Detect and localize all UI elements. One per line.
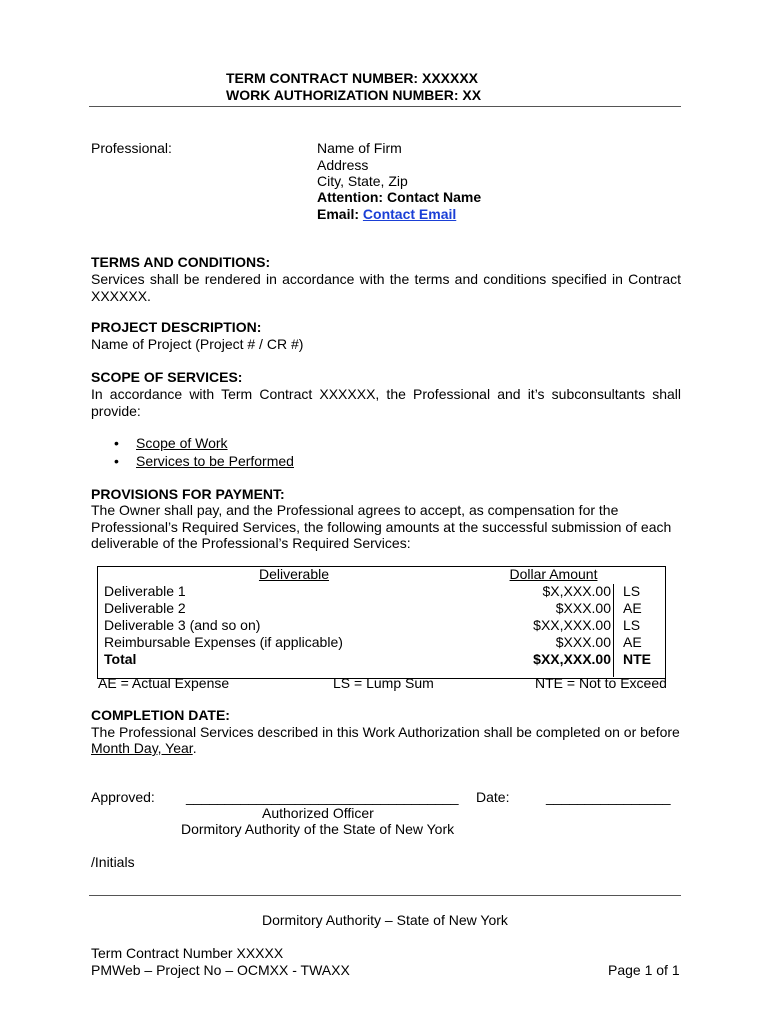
scope-item: Services to be Performed xyxy=(136,453,294,469)
table-row xyxy=(98,634,665,651)
initials: /Initials xyxy=(91,854,135,870)
payment-body-line: deliverable of the Professional’s Required Services: xyxy=(91,535,411,551)
completion-period: . xyxy=(192,740,197,756)
email-label: Email: xyxy=(317,206,360,222)
total-type: NTE xyxy=(623,651,651,667)
type-cell: LS xyxy=(623,617,641,633)
date-label: Date: xyxy=(476,789,510,805)
table-header-row xyxy=(98,566,665,583)
firm-city-state-zip: City, State, Zip xyxy=(317,173,408,189)
deliverable-cell: Deliverable 2 xyxy=(104,600,186,616)
date-signature-line: ________________ xyxy=(546,789,671,805)
completion-body: The Professional Services described in this Work Authorization shall be completed on or before xyxy=(91,724,680,740)
professional-label: Professional: xyxy=(91,140,172,156)
amount-cell: $XXX.00 xyxy=(555,600,611,616)
header-contract-number: TERM CONTRACT NUMBER: XXXXXX xyxy=(226,70,479,86)
attention-contact: Attention: Contact Name xyxy=(317,189,482,205)
approved-signature-line: ___________________________________ xyxy=(186,789,459,805)
type-cell: AE xyxy=(623,600,642,616)
amount-cell: $X,XXX.00 xyxy=(542,583,611,599)
table-row xyxy=(98,617,665,634)
scope-item: Scope of Work xyxy=(136,435,228,451)
total-amount: $XX,XXX.00 xyxy=(533,651,611,667)
legend-actual-expense: AE = Actual Expense xyxy=(98,675,230,691)
amount-cell: $XXX.00 xyxy=(555,634,611,650)
bullet-icon: • xyxy=(114,435,119,451)
project-body: Name of Project (Project # / CR #) xyxy=(91,336,304,352)
authority-name: Dormitory Authority of the State of New York xyxy=(181,821,455,837)
deliverable-column-header: Deliverable xyxy=(258,566,330,582)
approved-label: Approved: xyxy=(91,789,155,805)
footer-organization: Dormitory Authority – State of New York xyxy=(262,912,508,928)
deliverable-cell: Deliverable 1 xyxy=(104,583,186,599)
terms-heading: TERMS AND CONDITIONS: xyxy=(91,254,271,270)
email-row xyxy=(317,206,456,223)
type-cell: LS xyxy=(623,583,641,599)
scope-heading: SCOPE OF SERVICES: xyxy=(91,369,243,385)
amount-column-header: Dollar Amount xyxy=(509,566,598,582)
table-row xyxy=(98,600,665,617)
footer-project-number: PMWeb – Project No – OCMXX - TWAXX xyxy=(91,962,350,978)
terms-body: Services shall be rendered in accordance with the terms and conditions specified in Contract XXXXXX. xyxy=(91,271,681,304)
scope-body: In accordance with Term Contract XXXXXX, the Professional and it’s subconsultants shall provide: xyxy=(91,386,681,419)
page-number: Page 1 of 1 xyxy=(608,962,680,978)
contact-email-link[interactable]: Contact Email xyxy=(362,206,457,222)
authorized-officer: Authorized Officer xyxy=(262,805,374,821)
deliverable-cell: Deliverable 3 (and so on) xyxy=(104,617,261,633)
amount-cell: $XX,XXX.00 xyxy=(533,617,611,633)
table-total-row xyxy=(98,651,665,669)
completion-heading: COMPLETION DATE: xyxy=(91,707,230,723)
payment-body-line: The Owner shall pay, and the Professional agrees to accept, as compensation for the xyxy=(91,502,619,518)
type-cell: AE xyxy=(623,634,642,650)
firm-address: Address xyxy=(317,157,369,173)
footer-divider xyxy=(89,895,681,896)
legend-not-to-exceed: NTE = Not to Exceed xyxy=(535,675,667,691)
project-heading: PROJECT DESCRIPTION: xyxy=(91,319,262,335)
deliverable-cell: Reimbursable Expenses (if applicable) xyxy=(104,634,343,650)
footer-contract-number: Term Contract Number XXXXX xyxy=(91,945,284,961)
firm-name: Name of Firm xyxy=(317,140,402,156)
payment-body-line: Professional’s Required Services, the following amounts at the successful submission of each xyxy=(91,519,672,535)
bullet-icon: • xyxy=(114,453,119,469)
legend-lump-sum: LS = Lump Sum xyxy=(333,675,434,691)
table-row xyxy=(98,583,665,600)
completion-date: Month Day, Year xyxy=(91,740,193,756)
completion-date-row xyxy=(91,740,197,757)
payment-heading: PROVISIONS FOR PAYMENT: xyxy=(91,486,285,502)
payment-table xyxy=(98,566,665,669)
header-divider xyxy=(89,106,681,107)
total-label: Total xyxy=(104,651,137,667)
type-column-header xyxy=(617,566,665,583)
header-work-authorization-number: WORK AUTHORIZATION NUMBER: XX xyxy=(226,87,482,103)
